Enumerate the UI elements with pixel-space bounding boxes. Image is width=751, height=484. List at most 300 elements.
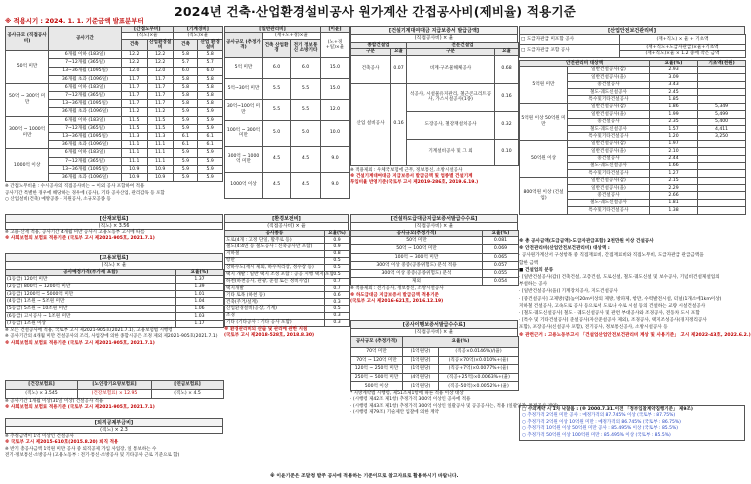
rate-cell: 2.45 — [650, 89, 698, 96]
rate-cell: 11.1 — [121, 141, 147, 149]
scale-cell: 70억 미만 — [351, 348, 403, 357]
rate-cell: 5.9 — [173, 149, 198, 157]
labor-scale-header: 공사규모 (직접공사비) — [6, 27, 49, 51]
scale-cell: 5억~30억 미만 — [225, 78, 263, 99]
profit-rate-cell: 15.0 — [321, 57, 350, 78]
formula-cell: (직공+25억)×0.0063%+(율) — [439, 373, 519, 382]
employ-scale-header: 공사예정가격(부가세 포함) — [6, 270, 176, 276]
scale-cell: (2등급) 800억 ~ 1200억 미만 — [6, 283, 176, 290]
quality-note: · (시행령 제42조 제1항) 추정가격 300억 이상인 공사에 적용 — [350, 397, 471, 403]
rate-cell: 12.2 — [121, 51, 147, 59]
table-row — [6, 313, 224, 320]
pension-formula: (직노) × 4.5 — [152, 390, 224, 399]
work-type: 산업 설비공사 — [351, 83, 391, 165]
base-cell — [698, 185, 746, 192]
kind-header: 구분 — [407, 49, 495, 55]
rate-cell: 5.0 — [263, 120, 291, 146]
rate-cell: 1.17 — [176, 320, 224, 327]
work-kind-cell: 철도·궤도신설공사 — [568, 125, 650, 132]
rate-cell: 11.7 — [147, 92, 173, 100]
rate-cell: 0.9 — [325, 244, 350, 251]
base-cell — [698, 170, 746, 177]
table-row — [225, 146, 350, 172]
table-row — [351, 237, 519, 245]
machinery-guarantee-header: [건설기계대여대금 지급보증서 발급금액] — [350, 26, 518, 34]
note-line: · [특수 및 기타건설공사] 준설공사(자산준설공사 제외), 조경공사, 택지조성공사(경지정리공사 — [519, 318, 707, 324]
rate-cell: 11.5 — [147, 116, 173, 124]
base-cell: 5,349 — [698, 103, 746, 110]
base-cell — [698, 192, 746, 199]
rate-cell: 11.5 — [121, 124, 147, 132]
rate-cell: 4.5 — [263, 172, 291, 198]
work-kind-cell: 일반건설공사(갑) — [568, 66, 650, 73]
table-row — [6, 276, 224, 283]
base-cell: 5,400 — [698, 118, 746, 125]
scale-cell: 100억 ~ 300억 미만 — [225, 120, 263, 146]
rate-cell: 5.9 — [173, 108, 198, 116]
table-row — [351, 245, 519, 253]
table-row — [6, 149, 223, 157]
subcontract-note: ※ 하도급대금 지급보증서 발급금액 적용기준 — [350, 292, 439, 298]
rate-cell: 6.1 — [173, 141, 198, 149]
rate-cell: 10.9 — [147, 173, 173, 181]
rate-cell: 12.0 — [121, 67, 147, 75]
retirement-note: 전기·정보통신·소방공사 (고용노동부 : 전기·통신·소방공사 및 기타공사 근로 기준으로 함) — [5, 453, 180, 459]
work-rate: 0.16 — [495, 83, 519, 111]
rate-cell: 5.9 — [198, 124, 223, 132]
environment-formula: (직접공사비) × 율 — [224, 222, 349, 230]
work-kind-cell: 특수및기타건설공사 — [568, 207, 650, 214]
subcontract-header: [건설하도급대금지급보증서발급수수료] — [350, 214, 518, 222]
scale-cell: (7등급) 1조원 이상 — [6, 320, 176, 327]
subcon-rate-header: 요율(%) — [483, 231, 519, 237]
table-row — [6, 320, 224, 327]
work-kind-cell: 항만 — [225, 257, 325, 264]
general-arch-header: 건축 산업환경 — [263, 39, 291, 57]
rate-cell: 0.6 — [325, 292, 350, 299]
table-row — [351, 278, 519, 286]
employ-note: ※ 모든 건설공사에 적용, 국토부 고시 제2021-905호(2021.7.1), 고용보험법 시행령 — [5, 328, 173, 334]
work-kind-cell: 철도·궤도신설공사 — [568, 199, 650, 206]
base-cell: 5,499 — [698, 111, 746, 118]
work-rate: 0.68 — [495, 55, 519, 83]
labor-arch-header: 건축 — [121, 39, 147, 51]
base-cell — [698, 96, 746, 103]
formula-cell: (직공-50억)×0.0052%+(율) — [439, 382, 519, 391]
work-kind-cell: 일반건설공사(을) — [568, 74, 650, 81]
award-rate-line: ○ 추정가격 2억원 미만 공사 : 예정가격의 87.745% 이상 (국토부 : 87.75%) — [522, 413, 676, 419]
rate-cell: 5.9 — [173, 116, 198, 124]
rate-cell: 6.1 — [198, 133, 223, 141]
rate-cell: 5.9 — [198, 108, 223, 116]
rate-cell: 0.081 — [483, 237, 519, 245]
rate-cell: 5.8 — [173, 75, 198, 83]
subcontract-formula: (직접공사비) × 율 — [350, 222, 518, 230]
work-kind-cell: 지하철 — [225, 251, 325, 258]
rate-cell: 1.66 — [650, 162, 698, 169]
rate-cell: 5.7 — [173, 59, 198, 67]
work-kind-cell: 택지개발 — [225, 285, 325, 292]
rate-cell: 11.7 — [147, 83, 173, 91]
rate-cell: 6.0 — [263, 57, 291, 78]
unit-cell: (4억원당) — [403, 373, 439, 382]
employ-rate-header: 요율(%) — [176, 270, 224, 276]
care-formula: (건강보험료) × 12.95 — [78, 390, 152, 399]
safety-target-header: 안전관리비 대상액 — [520, 60, 650, 66]
rate-cell: 0.065 — [483, 253, 519, 261]
period-cell: 7~12개월 (365일) — [49, 124, 122, 132]
rate-cell: 5.8 — [173, 100, 198, 108]
retirement-block — [5, 418, 223, 460]
note-line: 지하철 건설공사, 고속도로 공사 등으로서 도로나 수로 시설 등의 건설하는 교량 시설건설공사 — [519, 303, 706, 309]
work-kind-cell: 중건설공사 — [568, 118, 650, 125]
rate-cell: 0.054 — [483, 278, 519, 286]
note-line: ※ 관련근거 : 고용노동부고시 「건설업산업안전보건관리비 계상 및 사용기준」 고시 제2022-43호, 2022.6.2.) — [519, 332, 751, 338]
profit-rate-cell: 15.0 — [321, 78, 350, 99]
rate-cell: 11.7 — [121, 92, 147, 100]
machine-arch-header: 건축 — [173, 39, 198, 51]
formula-cell: (직공×70억)×0.010%+(율) — [439, 356, 519, 365]
rate-cell: 5.0 — [291, 120, 321, 146]
unit-cell: (1억원당) — [403, 365, 439, 374]
period-cell: 13~36개월 (1095일) — [49, 133, 122, 141]
rate-cell: 5.9 — [198, 116, 223, 124]
rate-cell: 5.7 — [198, 59, 223, 67]
table-row — [6, 83, 223, 91]
formula-excluded: (재+직노) × 율 + 기초액 — [620, 35, 746, 45]
rate-cell: 5.5 — [291, 99, 321, 120]
general-elec-header: 전기 정보통신 소방기타 — [291, 39, 321, 57]
note-line: · 공사원가계산서 구성항목 중 직접재료비, 간접재료비와 직접노무비, 도급자관급 관급금액을 — [519, 253, 704, 259]
award-rate-line: ○ 추정가격 50억원 이상 100억원 미만 : 85.495% 이상 (국토부 : 85.5%) — [522, 432, 671, 438]
work-kind-cell: 기타 (기타공사 : 기타 공사 포함) — [225, 319, 325, 326]
machinery-guarantee-block — [350, 26, 518, 187]
table-row — [520, 66, 746, 73]
scale-cell: 500억 이상 — [351, 382, 403, 391]
machinery-note: ※ 적용제외 : 우체국보험에 근무, 정보통신, 소방시설공사 — [350, 167, 463, 173]
profit-formula: (노+경+일)×율 — [321, 33, 350, 57]
scale-cell: 250억 ~ 500억 미만 — [351, 373, 403, 382]
employment-rate-table — [5, 269, 224, 328]
award-rate-title: □ 수의계약 시 1차 낙찰률 : (※ 2000.7.31.이전 「정부입찰계약집행기준」 제9조) — [522, 407, 693, 412]
work-kind-cell: 철도(4:4연 등 철도공사 : 신축공사만 포함) — [225, 244, 325, 251]
rate-cell: 6.1 — [173, 133, 198, 141]
rate-cell: 5.8 — [173, 51, 198, 59]
note-line: 합한 금액 — [519, 260, 539, 266]
table-row — [225, 244, 350, 251]
health-insurance-block — [5, 380, 223, 412]
option-excluded: □ 도급자관급 미포함 공사 — [520, 35, 620, 45]
table-row — [520, 140, 746, 147]
table-row — [225, 285, 350, 292]
scale-cell: 1000억 이상 — [225, 172, 263, 198]
rate-cell: 4.5 — [291, 146, 321, 172]
work-kind-cell: 기타 토목 (하천 등) — [225, 292, 325, 299]
apply-notice: ※ 적용시기 : 2024. 1. 1. 기준금액 발표분부터 — [5, 17, 144, 25]
rate-cell: 11.1 — [147, 141, 173, 149]
rate-cell: 2.10 — [650, 148, 698, 155]
subcontract-note: (국토부 고시 제2016-621호, 2016.12.19) — [350, 299, 444, 305]
retirement-note: ※ 반기 총공사금액 1억원 미만 공사 중 퇴직공제 가입 사업장, 일 통보하는 수 — [5, 446, 157, 452]
health-table — [5, 380, 224, 399]
work-kind-cell: 택지 개발 : 일반 택지 조성 포함 : 공공 시행 택지 포함 — [226, 272, 334, 278]
profit-rate-cell: 12.0 — [321, 99, 350, 120]
table-row — [6, 298, 224, 305]
quality-rate-header: 요율(%) — [403, 337, 519, 348]
environment-rate-table — [224, 230, 350, 327]
rate-cell: 5.8 — [198, 92, 223, 100]
quality-scale-header: 공사규모 (추정가격) — [351, 337, 403, 348]
work-kind-cell: 건축(주거/설계) — [225, 299, 325, 306]
retirement-header: [퇴직공제부금비] — [5, 418, 223, 426]
formula-cell: (직공+7억)×0.0077%+(율) — [439, 365, 519, 374]
table-row — [351, 356, 519, 365]
formula-included-cap: (재+직노)×율 × 1.2 중에 작은 금액 — [620, 51, 746, 57]
safety-formula-table — [519, 34, 746, 58]
scale-cell: 50억 미만 — [6, 51, 49, 84]
base-cell — [698, 199, 746, 206]
work-kind-cell: 도로(4개 : 고정 단일, 활주로 등) — [225, 237, 325, 244]
rate-cell: 11.1 — [147, 149, 173, 157]
accident-note: ※ 고용·산재 적용, 공사기간 4개월 미만 공사시 고용노동부 고시에 따름 — [5, 230, 145, 235]
rate-cell: 5.9 — [173, 157, 198, 165]
rate-cell: 5.9 — [198, 149, 223, 157]
table-row — [351, 348, 519, 357]
period-cell: 36개월 초과 (1096일) — [49, 75, 122, 83]
rate-cell: 0.057 — [483, 261, 519, 269]
rate-cell: 1.06 — [176, 305, 224, 312]
rate-cell: 5.9 — [173, 124, 198, 132]
rate-cell: 11.7 — [121, 75, 147, 83]
period-cell: 13~36개월 (1095일) — [49, 165, 122, 173]
rate-cell: 2.44 — [650, 155, 698, 162]
rate-cell: 6.1 — [198, 141, 223, 149]
period-cell: 36개월 초과 (1096일) — [49, 173, 122, 181]
work-kind-cell: 일반건설공사(갑) — [568, 177, 650, 184]
base-cell — [698, 89, 746, 96]
environment-header: [환경보전비] — [224, 214, 349, 222]
general-scale-header: 공사규모 (추정가격) — [225, 33, 263, 57]
table-row — [351, 382, 519, 391]
rate-cell: 2.93 — [650, 66, 698, 73]
subcontract-note: ※ 적용제외 : 전기공사, 정보통신, 소방시설공사 — [350, 286, 444, 292]
scale-cell: 1000억 이상 — [6, 149, 49, 182]
subcontract-block — [350, 214, 518, 306]
kind-header: 구분 — [351, 49, 391, 55]
machinery-note: ※ 건설기계대여대금 지급보증서 발급금액 및 업종별 건설기계 — [350, 173, 473, 179]
health-formula: (직노) × 3.545 — [6, 390, 78, 399]
rate-cell: 1.04 — [176, 298, 224, 305]
env-rate-header: 요율(%) — [325, 231, 350, 237]
work-kind-cell: 하천(하천공사, 관광, 준설 또는 정비사업) — [225, 278, 325, 285]
option-included: □ 도급자관급 포함 공사 — [520, 45, 620, 58]
award-rate-block — [519, 405, 745, 441]
rate-cell: 0.5 — [325, 271, 350, 278]
target-group-cell: 5억원 미만 — [520, 66, 568, 103]
period-cell: 36개월 초과 (1096일) — [49, 141, 122, 149]
base-cell — [698, 81, 746, 88]
period-cell: 7~12개월 (365일) — [49, 157, 122, 165]
safety-base-header: 기초액(천원) — [698, 60, 746, 66]
rate-cell: 12.2 — [147, 51, 173, 59]
rate-cell: 5.8 — [173, 92, 198, 100]
scale-cell: (3등급) 1200억 ~ 5000억 미만 — [6, 291, 176, 298]
note-line: ■ 건설업의 분류 — [519, 267, 554, 273]
rate-cell: 4.5 — [291, 172, 321, 198]
target-group-cell: 800억원 이상 (건설업) — [520, 177, 568, 214]
period-cell: 13~36개월 (1095일) — [49, 67, 122, 75]
scale-cell: 제외 — [351, 278, 483, 286]
rate-cell: 1.38 — [650, 207, 698, 214]
work-kind-cell: 일반건설공사(을) — [568, 111, 650, 118]
work-kind-cell: 특수및기타건설공사 — [568, 133, 650, 140]
rate-cell: 11.5 — [147, 124, 173, 132]
work-kind-cell: 일반건설공사(을) — [568, 185, 650, 192]
scale-cell: 50억 미만 — [351, 237, 483, 245]
rate-cell: 12.2 — [121, 59, 147, 67]
work-kind-cell: 중건설공사 — [568, 192, 650, 199]
bottom-note: ※ 이윤기준은 조달청 발주 공사에 적용하는 기준이므로 참고자료로 활용하시기 바랍니다. — [270, 474, 459, 479]
rate-cell: 1.97 — [650, 140, 698, 147]
work-kind-cell: 일반건설공사(갑) — [568, 140, 650, 147]
work-type: 기계설비공사 및 그 외 — [407, 139, 495, 165]
rate-cell: 5.8 — [173, 83, 198, 91]
rate-cell: 2.35 — [650, 118, 698, 125]
performance-guarantee-formula: (직접공사비) × 율 — [350, 328, 518, 336]
performance-guarantee-block — [224, 320, 558, 417]
table-row — [225, 313, 350, 320]
rate-cell: 12.2 — [147, 59, 173, 67]
table-row — [225, 172, 350, 198]
table-row — [351, 270, 519, 278]
award-rate-line: ○ 추정가격 2억원 이상 10억원 미만 : 예정가격의 86.745% (국토부 : 86.75%) — [522, 419, 681, 425]
option-checkbox-icon[interactable]: □ — [521, 36, 526, 42]
option-checkbox-icon[interactable]: □ — [521, 48, 526, 54]
health-insurance-header: [건강보험료] — [6, 381, 78, 390]
employ-note: ※ 공사기간의 4개월 미만 건설공사의 조리, 사업장에 의한 종합시공은 조정 제외 제2021-905호(2021.7.1) — [5, 334, 218, 340]
period-cell: 13~36개월 (1095일) — [49, 100, 122, 108]
retirement-formula: (직노) × 2.3 — [5, 426, 223, 434]
work-kind-cell: 상하수도(재시 제외, 하수처리장, 정수장 등) — [225, 264, 325, 271]
period-cell: 6개월 이하 (183일) — [49, 51, 122, 59]
formula-cell: (직공×0.0146%)/(율) — [439, 348, 519, 357]
rate-header: 요율 — [391, 49, 407, 55]
table-row — [225, 78, 350, 99]
pension-header: [연금보험료] — [152, 381, 224, 390]
rate-cell: 0.3 — [325, 313, 350, 320]
rate-cell: 11.3 — [121, 133, 147, 141]
scale-cell: 5억 미만 — [225, 57, 263, 78]
rate-cell: 5.8 — [198, 75, 223, 83]
table-row — [225, 237, 350, 244]
rate-cell: 0.8 — [325, 251, 350, 258]
note-line: 포함), 포장공사(신설공사 포함), 전기공사, 정보통신공사, 소방시설공사 등 — [519, 325, 668, 331]
work-type: 석공사, 시설물유지관리, 철근콘크리트공사, 가스시설공사(1종) — [407, 83, 495, 111]
table-row — [6, 305, 224, 312]
table-row — [6, 116, 223, 124]
rate-cell: 1.81 — [650, 199, 698, 206]
environment-note: (국토부 고시 제2018-528호, 2018.8.30) — [224, 333, 315, 339]
general-contractor-header: 종합건설업 — [351, 43, 407, 49]
labor-plant-header: 산업환경설비 — [149, 39, 172, 50]
care-insurance-header: [노인장기요양보험료] — [78, 381, 152, 390]
note-line: 부설하는 공사 — [519, 282, 548, 288]
period-cell: 6개월 이하 (183일) — [49, 83, 122, 91]
general-admin-header: [일반관리비] — [225, 27, 321, 33]
table-row — [225, 278, 350, 285]
table-row — [225, 57, 350, 78]
rate-cell: 1.39 — [176, 283, 224, 290]
safety-health-block — [519, 26, 745, 215]
base-cell — [698, 148, 746, 155]
table-row — [351, 365, 519, 374]
rate-cell: 5.9 — [173, 173, 198, 181]
rate-cell: 11.3 — [147, 133, 173, 141]
environment-note: ※ 환경관리비의 산출 및 관리에 관한 지침 — [224, 326, 308, 332]
period-cell: 36개월 초과 (1096일) — [49, 108, 122, 116]
work-kind-cell: 특수및기타건설공사 — [568, 170, 650, 177]
note-line: ※ 총 공사금액(도급금액)·도급자관급포함) 2천만원 이상 건설공사 — [519, 239, 654, 244]
base-cell — [698, 162, 746, 169]
base-cell: 4,411 — [698, 125, 746, 132]
rate-cell: 0.055 — [483, 270, 519, 278]
retirement-note: ※ 국토부 고시 제2015-610호(2015.8.20) 퇴직 적용 — [5, 440, 119, 446]
table-row — [225, 120, 350, 146]
machinery-guarantee-table — [350, 42, 519, 166]
table-row — [225, 292, 350, 299]
rate-cell: 1.37 — [176, 276, 224, 283]
scale-cell: 300억 ~ 1000억 미만 — [225, 146, 263, 172]
rate-cell: 5.9 — [198, 173, 223, 181]
table-row — [520, 103, 746, 110]
rate-cell: 11.5 — [121, 116, 147, 124]
rate-cell: 11.7 — [121, 83, 147, 91]
rate-cell: 0.5 — [325, 306, 350, 313]
quality-note: · (시행령 제43조 제1항) 추정가격 300억 이상인 일괄공사 및 공공공사는, 적용 (일괄입찰, 특정공사 제외) — [350, 403, 558, 409]
work-kind-cell: 중건설공사 — [568, 81, 650, 88]
performance-guarantee-header: [공사이행보증서발급수수료] — [350, 320, 518, 328]
rate-cell: 1.99 — [650, 111, 698, 118]
page-title: 2024년 건축·산업환경설비공사 원가계산 간접공사비(제비율) 적용기준 — [174, 4, 576, 19]
general-admin-table — [224, 26, 350, 199]
scale-cell: 50억 ~ 100억 미만 — [351, 245, 483, 253]
rate-cell: 1.20 — [650, 133, 698, 140]
rate-cell: 5.5 — [263, 99, 291, 120]
accident-insurance-header: [산재보험료] — [5, 214, 223, 222]
rate-cell: 0.7 — [325, 278, 350, 285]
rate-cell: 5.5 — [291, 78, 321, 99]
rate-header: 요율 — [495, 49, 519, 55]
subcon-scale-header: 공사규모(추정가격) — [351, 231, 483, 237]
rate-cell: 1.03 — [176, 313, 224, 320]
work-rate: 0.16 — [391, 83, 407, 165]
target-group-cell: 50억원 이상 — [520, 140, 568, 177]
env-kind-header: 공사종류 — [225, 231, 325, 237]
rate-cell: 1.85 — [650, 96, 698, 103]
employment-insurance-block — [5, 253, 223, 347]
machine-cost-header: [기계경비] — [173, 27, 222, 33]
base-cell — [698, 66, 746, 73]
labor-period-header: 공사기간 — [49, 27, 122, 51]
rate-cell: 0.5 — [325, 264, 350, 271]
table-row — [225, 306, 350, 313]
rate-cell: 0.3 — [325, 299, 350, 306]
scale-cell: 70억 ~ 120억 미만 — [351, 356, 403, 365]
rate-cell: 11.2 — [121, 108, 147, 116]
scale-cell: 100억 ~ 300억 미만 — [351, 253, 483, 261]
rate-cell: 6.0 — [291, 57, 321, 78]
safety-notes — [519, 238, 751, 339]
